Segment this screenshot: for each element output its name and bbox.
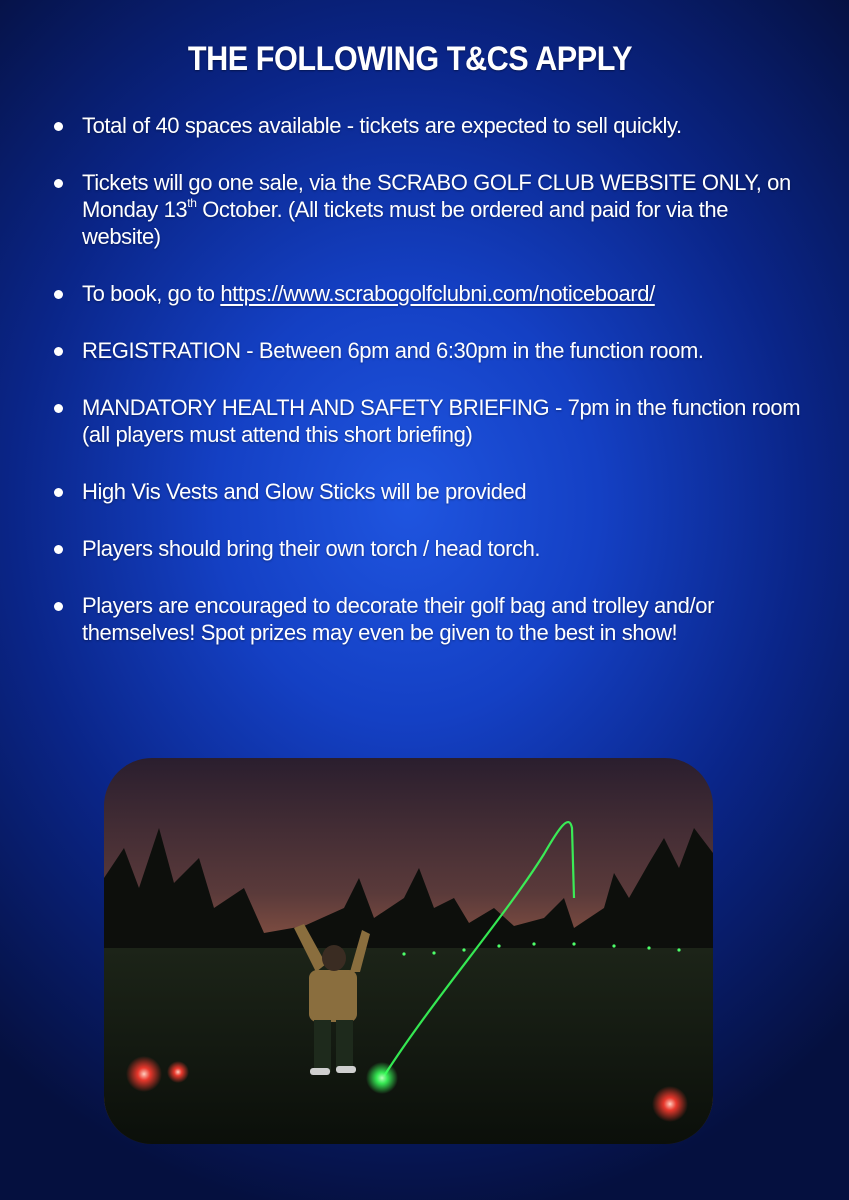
marker-glow-left-2 (167, 1061, 189, 1083)
bullet-icon (54, 545, 63, 554)
list-item (50, 337, 810, 364)
bullet-icon (54, 404, 63, 413)
list-item (50, 478, 810, 505)
list-item (50, 592, 810, 646)
term-text: REGISTRATION - Between 6pm and 6:30pm in the function room. (82, 338, 704, 363)
bullet-icon (54, 488, 63, 497)
bullet-icon (54, 290, 63, 299)
list-item (50, 394, 810, 448)
marker-glow-left (126, 1056, 162, 1092)
term-text: MANDATORY HEALTH AND SAFETY BRIEFING - 7pm in the function room (all players must attend this short briefing) (82, 395, 801, 447)
bullet-icon (54, 347, 63, 356)
list-item (50, 280, 810, 307)
bullet-icon (54, 602, 63, 611)
night-golf-photo (104, 758, 713, 1144)
terms-list (50, 112, 810, 676)
ordinal-suffix: th (187, 195, 197, 210)
fairway (104, 948, 713, 1144)
list-item (50, 112, 810, 139)
term-text: To book, go to (82, 281, 221, 306)
term-text: Players are encouraged to decorate their golf bag and trolley and/or themselves! Spot prizes may even be given to the best in show! (82, 593, 714, 645)
page-title: THE FOLLOWING T&CS APPLY (187, 40, 633, 78)
bullet-icon (54, 179, 63, 188)
term-text: Tickets will go one sale, via the SCRABO GOLF CLUB WEBSITE ONLY, on Monday 13 (82, 170, 791, 222)
list-item (50, 535, 810, 562)
term-text: High Vis Vests and Glow Sticks will be provided (82, 479, 527, 504)
booking-link[interactable]: https://www.scrabogolfclubni.com/noticeboard/ (220, 281, 655, 306)
term-text-continued: October. (All tickets must be ordered and paid for via the website) (82, 197, 729, 249)
tee-glow (366, 1062, 398, 1094)
bullet-icon (54, 122, 63, 131)
night-golf-illustration (104, 758, 713, 1144)
term-text: Total of 40 spaces available - tickets are expected to sell quickly. (82, 113, 682, 138)
list-item (50, 169, 810, 250)
term-text: Players should bring their own torch / head torch. (82, 536, 541, 561)
marker-glow-right (652, 1086, 688, 1122)
